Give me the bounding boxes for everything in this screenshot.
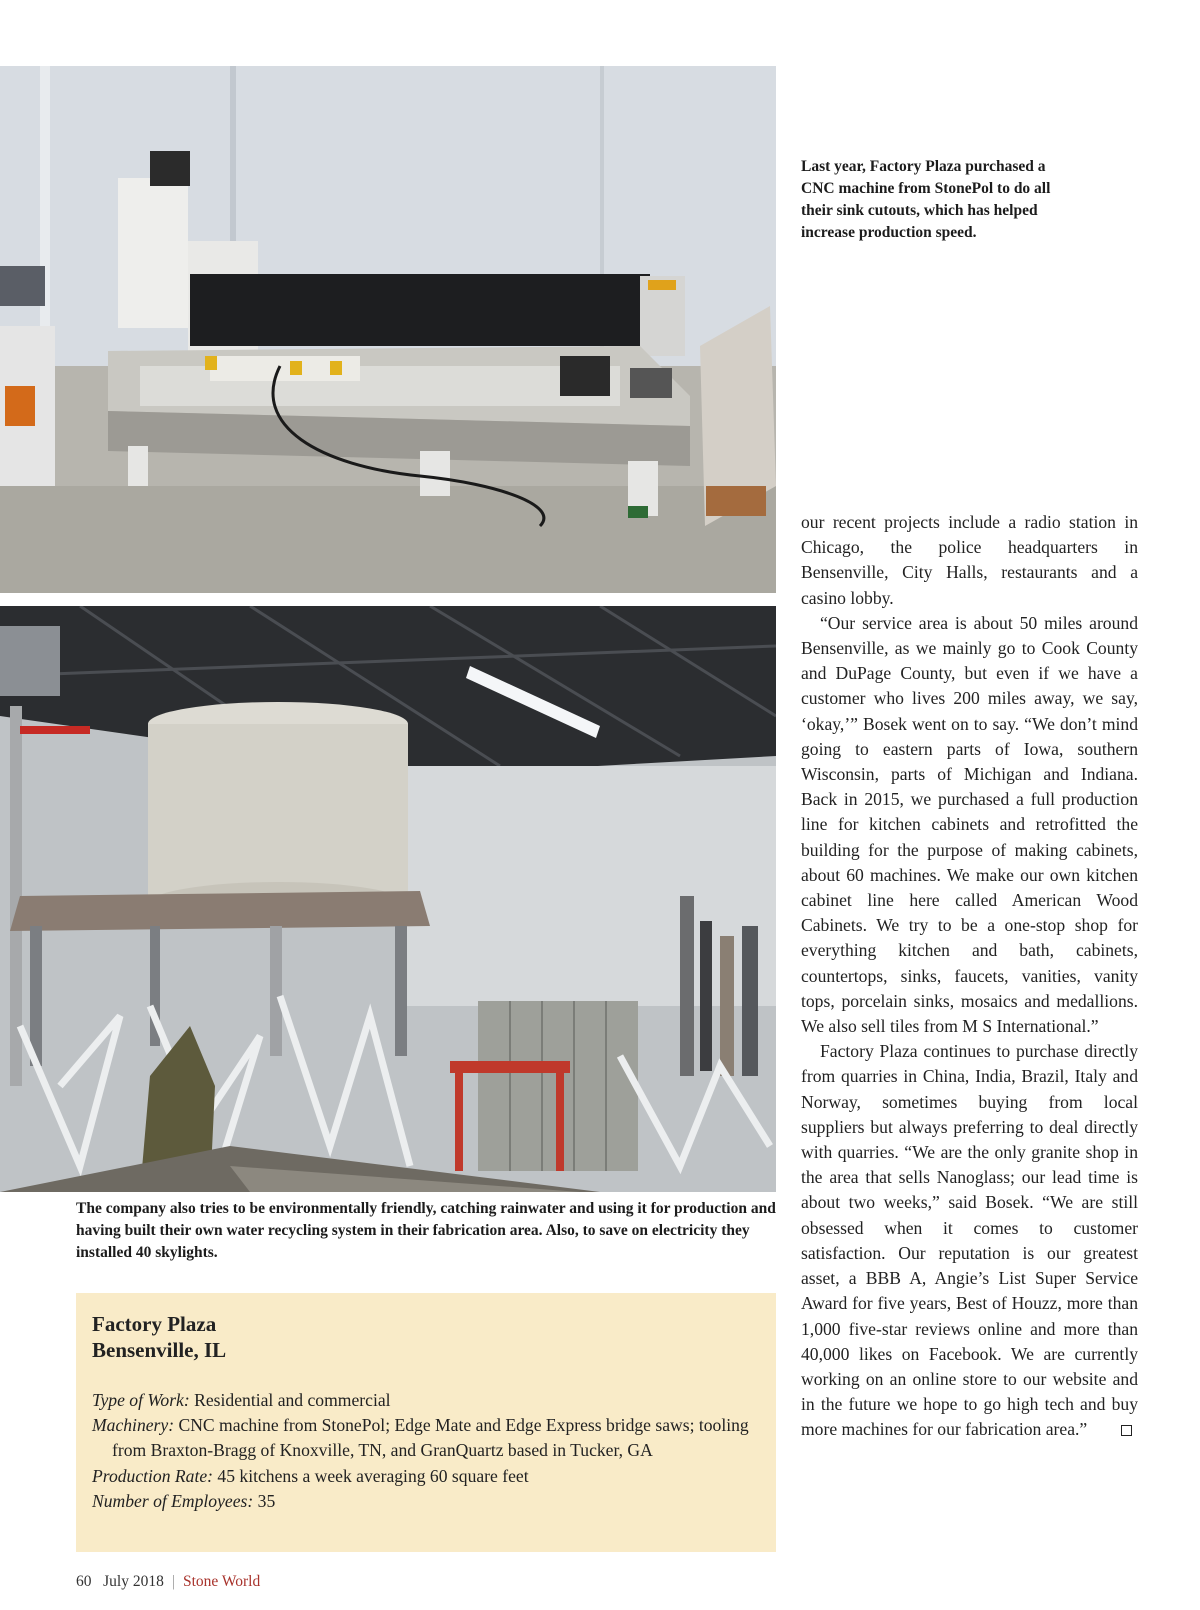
fact-value: 45 kitchens a week averaging 60 square feet	[217, 1465, 529, 1486]
end-of-article-icon	[1121, 1425, 1132, 1436]
top-photo-caption: Last year, Factory Plaza purchased a CNC machine from StonePol to do all their sink cutouts, which has helped increase production speed.	[801, 158, 1051, 241]
issue-date: July 2018	[103, 1573, 164, 1590]
magazine-name: Stone World	[182, 1573, 261, 1590]
fact-label: Number of Employees:	[92, 1490, 254, 1511]
fact-row-type-of-work	[92, 1388, 760, 1413]
fact-list	[92, 1388, 760, 1514]
cnc-machine-photo	[0, 66, 776, 593]
fact-box	[76, 1293, 776, 1552]
water-tank-photo	[0, 606, 776, 1192]
company-name: Factory Plaza	[92, 1312, 217, 1336]
fact-value: CNC machine from StonePol; Edge Mate and Edge Express bridge saws; tooling from Braxton-Bragg of Knoxville, TN, and GranQuartz based in Tucker, GA	[112, 1415, 749, 1461]
fact-label: Type of Work:	[92, 1390, 190, 1410]
fact-row-machinery	[92, 1413, 760, 1463]
article-paragraph: our recent projects include a radio station in Chicago, the police headquarters in Bensenville, City Halls, restaurants and a casino lobby.	[801, 512, 1138, 608]
article-paragraph-text: Factory Plaza continues to purchase directly from quarries in China, India, Brazil, Italy and Norway, sometimes buying from local suppliers but always preferring to deal directly with quarries. “We are the only granite shop in the area that sells Nanoglass; our lead time is about two weeks,” said Bosek. “We are still obsessed when it comes to customer satisfaction. Our reputation is our greatest asset, a BBB A, Angie’s List Super Service Award for five years, Best of Houzz, more than 1,000 five-star reviews online and more than 40,000 likes on Facebook. We are currently working on an online store to our website and in the future we hope to go high tech and buy more machines for our fabrication area.”	[801, 1041, 1138, 1440]
article-paragraph	[801, 1039, 1138, 1442]
fact-row-employees	[92, 1489, 760, 1514]
bottom-photo-caption: The company also tries to be environmentally friendly, catching rainwater and using it for production and having built their own water recycling system in their fabrication area. Also, to save on electricity they installed 40 skylights.	[76, 1200, 776, 1261]
page-footer	[76, 1573, 260, 1591]
page-number: 60	[76, 1573, 92, 1590]
company-location: Bensenville, IL	[92, 1338, 227, 1362]
article-body	[801, 510, 1138, 1443]
fact-label: Production Rate:	[92, 1465, 214, 1486]
fact-value: Residential and commercial	[194, 1390, 391, 1410]
footer-separator: |	[171, 1573, 175, 1590]
fact-label: Machinery:	[92, 1415, 175, 1436]
fact-row-production-rate	[92, 1464, 760, 1489]
fact-value: 35	[257, 1490, 276, 1511]
article-paragraph: “Our service area is about 50 miles around Bensenville, as we mainly go to Cook County and DuPage County, but even if we have a customer who lives 200 miles away, we say, ‘okay,’” Bosek went on to say. “We don’t mind going to eastern parts of Iowa, southern Wisconsin, parts of Michigan and Indiana. Back in 2015, we purchased a full production line for kitchen cabinets and retrofitted the building for the purpose of making cabinets, about 60 machines. We make our own kitchen cabinet line here called American Wood Cabinets. We try to be a one-stop shop for everything kitchen and bath, cabinets, countertops, sinks, faucets, vanities, vanity tops, porcelain sinks, mosaics and medallions. We also sell tiles from M S International.”	[801, 612, 1138, 1037]
